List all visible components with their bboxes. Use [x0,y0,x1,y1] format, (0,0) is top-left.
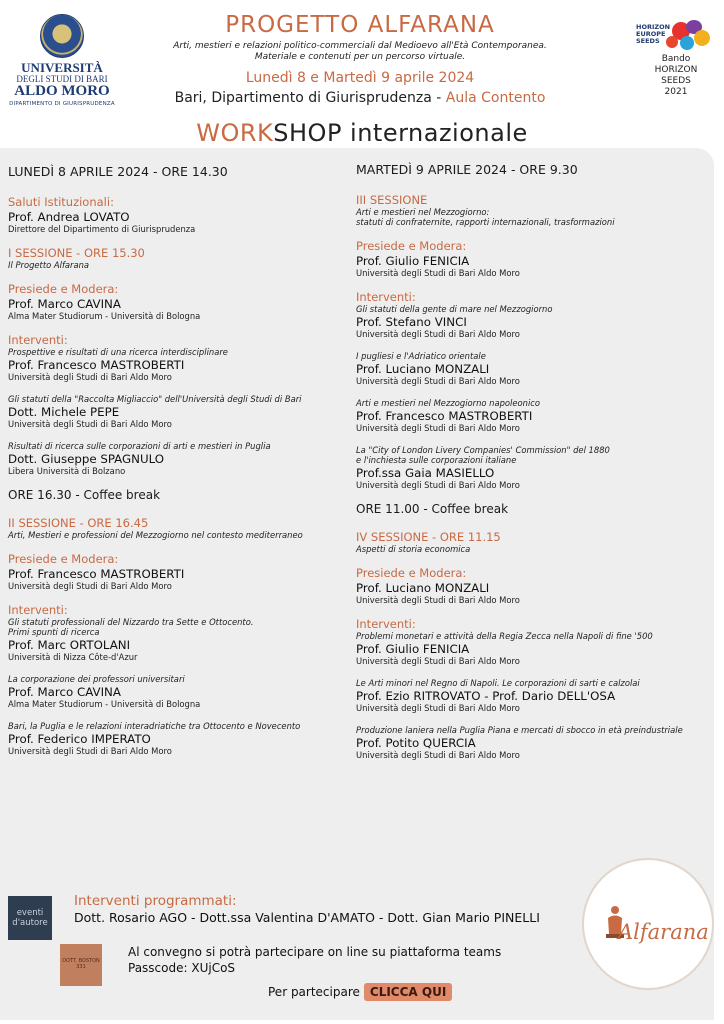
university-logo [8,14,116,107]
paint-splash-icon [636,20,716,52]
speaker-affiliation: Università degli Studi di Bari Aldo Moro [356,329,520,339]
talk-title: I pugliesi e l'Adriatico orientale [356,351,486,361]
talk-title: Gli statuti della "Raccolta Migliaccio" dell'Università degli Studi di Bari [8,394,302,404]
horizon-l3: SEEDS [636,37,660,45]
day1-heading: LUNEDÌ 8 APRILE 2024 - ORE 14.30 [8,164,228,179]
speaker-name: Prof. Marco CAVINA [8,685,121,699]
event-place [120,90,600,106]
talk-title: Prospettive e risultati di una ricerca interdisciplinare [8,347,228,357]
speaker-affiliation: Università degli Studi di Bari Aldo Moro [356,750,520,760]
project-title: PROGETTO ALFARANA [225,12,495,38]
boston-logo [60,944,102,986]
talk-item [356,631,706,666]
talk-item [356,678,706,713]
chair1-block [8,282,358,321]
talk-title: La corporazione dei professori universitari [8,674,185,684]
talk-item [8,674,358,709]
talk-item [356,725,706,760]
session-heading: I SESSIONE - ORE 15.30 [8,246,145,260]
workshop-title-accent: WORK [196,119,274,147]
speaker-name: Prof. Giulio FENICIA [356,254,470,268]
talk-item [8,441,358,476]
eventi-logo-text: eventi d'autore [12,908,48,928]
speaker-name: Prof. Francesco MASTROBERTI [356,409,533,423]
coffee-break: ORE 11.00 - Coffee break [356,502,509,516]
horizon-seeds-logo [636,20,716,98]
speaker-name: Dott. Michele PEPE [8,405,120,419]
horizon-text [636,24,670,45]
session-note-cont: statuti di confraternite, rapporti internazionali, trasformazioni [356,217,615,227]
bando-text [636,54,716,98]
bando-l2: HORIZON [654,65,698,75]
talk-item [8,394,358,429]
speaker-name: Prof. Luciano MONZALI [356,581,490,595]
session-heading: III SESSIONE [356,193,428,207]
subtitle-line1: Arti, mestieri e relazioni politico-commerciali dal Medioevo all'Età Contemporanea. [173,41,547,51]
talk-title: Gli statuti della gente di mare nel Mezzogiorno [356,304,553,314]
participate-row [268,983,452,1001]
scheduled-talks-names: Dott. Rosario AGO - Dott.ssa Valentina D'AMATO - Dott. Gian Mario PINELLI [74,910,540,925]
talk-item [356,445,706,490]
chair-heading: Presiede e Modera: [356,566,467,580]
speaker-affiliation: Università degli Studi di Bari Aldo Moro [356,268,520,278]
session-note: Arti, Mestieri e professioni del Mezzogiorno nel contesto mediterraneo [8,530,303,540]
boston-logo-text: DOTT. BOSTON 331 [62,958,100,970]
talks-heading: Interventi: [356,290,416,304]
speaker-name: Prof. Francesco MASTROBERTI [8,358,185,372]
talk-title-cont: Primi spunti di ricerca [8,627,100,637]
session-note: Il Progetto Alfarana [8,260,90,270]
talk-item [356,351,706,386]
university-name-line3: ALDO MORO [14,83,110,99]
scheduled-talks-heading: Interventi programmati: [74,893,237,909]
talk-title: Gli statuti professionali del Nizzardo tra Sette e Ottocento. [8,617,254,627]
session-note: Aspetti di storia economica [356,544,471,554]
speaker-name: Prof. Stefano VINCI [356,315,467,329]
speaker-name: Prof. Luciano MONZALI [356,362,490,376]
session1-block [8,246,358,270]
event-dates: Lunedì 8 e Martedì 9 aprile 2024 [245,70,475,86]
speaker-affiliation: Università degli Studi di Bari Aldo Moro [356,703,520,713]
speaker-affiliation: Università degli Studi di Bari Aldo Moro [356,423,520,433]
chair-heading: Presiede e Modera: [8,552,119,566]
online-text: Al convegno si potrà partecipare on line su piattaforma teams [128,945,502,959]
talk-title: Arti e mestieri nel Mezzogiorno napoleonico [356,398,541,408]
chair4-block [356,566,706,605]
department-name: DIPARTIMENTO DI GIURISPRUDENZA [9,101,115,107]
talk-item [356,398,706,433]
saluti-block [8,195,358,234]
click-here-button[interactable]: CLICCA QUI [364,983,452,1001]
talk-item [356,304,706,339]
aula-name: Aula Contento [445,90,546,106]
chair-heading: Presiede e Modera: [8,282,119,296]
speaker-affiliation: Università degli Studi di Bari Aldo Moro [356,595,520,605]
online-info [128,944,501,976]
speaker-affiliation: Università degli Studi di Bari Aldo Moro [8,746,172,756]
bando-l3: SEEDS [661,76,691,86]
horizon-l1: HORIZON [636,23,671,31]
eventi-dautore-logo [8,896,52,940]
speaker-name: Prof. Andrea LOVATO [8,210,130,224]
speaker-affiliation: Università degli Studi di Bari Aldo Moro [356,376,520,386]
session3-block [356,193,706,227]
bando-l1: Bando [661,54,691,64]
talk-item [8,347,358,382]
bando-l4: 2021 [664,87,688,97]
chair3-block [356,239,706,278]
participate-label: Per partecipare [268,985,360,999]
speaker-name: Prof. Giulio FENICIA [356,642,470,656]
chair-heading: Presiede e Modera: [356,239,467,253]
session4-block [356,530,706,554]
talk-title: Problemi monetari e attività della Regia Zecca nella Napoli di fine '500 [356,631,653,641]
speaker-name: Prof. Federico IMPERATO [8,732,151,746]
speaker-affiliation: Università di Nizza Côte-d'Azur [8,652,138,662]
alfarana-wordmark: Alfarana [618,920,709,944]
talk-title: Le Arti minori nel Regno di Napoli. Le corporazioni di sarti e calzolai [356,678,640,688]
university-seal-icon [40,14,84,58]
coffee-break: ORE 16.30 - Coffee break [8,488,161,502]
horizon-l2: EUROPE [636,30,666,38]
day1-column [8,164,358,768]
alfarana-logo [582,858,714,990]
talks-heading: Interventi: [8,603,68,617]
speaker-affiliation: Università degli Studi di Bari Aldo Moro [8,419,172,429]
session2-block [8,516,358,540]
speaker-name: Prof.ssa Gaia MASIELLO [356,466,495,480]
speaker-name: Prof. Marco CAVINA [8,297,121,311]
speaker-name: Prof. Potito QUERCIA [356,736,476,750]
speaker-affiliation: Università degli Studi di Bari Aldo Moro [356,480,520,490]
speaker-affiliation: Università degli Studi di Bari Aldo Moro [8,372,172,382]
subtitle-line2: Materiale e contenuti per un percorso virtuale. [254,52,466,62]
talks-heading: Interventi: [356,617,416,631]
talk-title-cont: e l'inchiesta sulle corporazioni italiane [356,455,517,465]
speaker-name: Prof. Marc ORTOLANI [8,638,131,652]
speaker-affiliation: Libera Università di Bolzano [8,466,126,476]
university-name-line1: UNIVERSITÀ [21,60,103,75]
speaker-affiliation: Alma Mater Studiorum - Università di Bologna [8,699,201,709]
talk-title: Risultati di ricerca sulle corporazioni di arti e mestieri in Puglia [8,441,271,451]
speaker-affiliation: Alma Mater Studiorum - Università di Bologna [8,311,201,321]
workshop-title-rest: SHOP internazionale [273,119,528,147]
talk-title: Produzione laniera nella Puglia Piana e mercati di sbocco in età preindustriale [356,725,683,735]
speaker-name: Dott. Giuseppe SPAGNULO [8,452,165,466]
passcode-text: Passcode: XUjCoS [128,961,236,975]
talk-title: Bari, la Puglia e le relazioni interadriatiche tra Ottocento e Novecento [8,721,301,731]
session-heading: II SESSIONE - ORE 16.45 [8,516,149,530]
talk-item [8,617,358,662]
talk-item [8,721,358,756]
speaker-name: Prof. Ezio RITROVATO - Prof. Dario DELL'OSA [356,689,616,703]
speaker-name: Prof. Francesco MASTROBERTI [8,567,185,581]
talks-heading: Interventi: [8,333,68,347]
session-note: Arti e mestieri nel Mezzogiorno: [356,207,490,217]
workshop-title [0,119,724,147]
chair2-block [8,552,358,591]
talk-title: La "City of London Livery Companies' Commission" del 1880 [356,445,610,455]
speaker-affiliation: Direttore del Dipartimento di Giurisprudenza [8,224,196,234]
session-heading: IV SESSIONE - ORE 11.15 [356,530,501,544]
day2-heading: MARTEDÌ 9 APRILE 2024 - ORE 9.30 [356,162,578,177]
saluti-heading: Saluti Istituzionali: [8,195,114,209]
speaker-affiliation: Università degli Studi di Bari Aldo Moro [8,581,172,591]
place-text: Bari, Dipartimento di Giurisprudenza - [174,90,446,106]
university-name-line2: DEGLI STUDI DI BARI [16,74,108,84]
day2-column [356,162,706,772]
speaker-affiliation: Università degli Studi di Bari Aldo Moro [356,656,520,666]
project-subtitle [120,41,600,63]
